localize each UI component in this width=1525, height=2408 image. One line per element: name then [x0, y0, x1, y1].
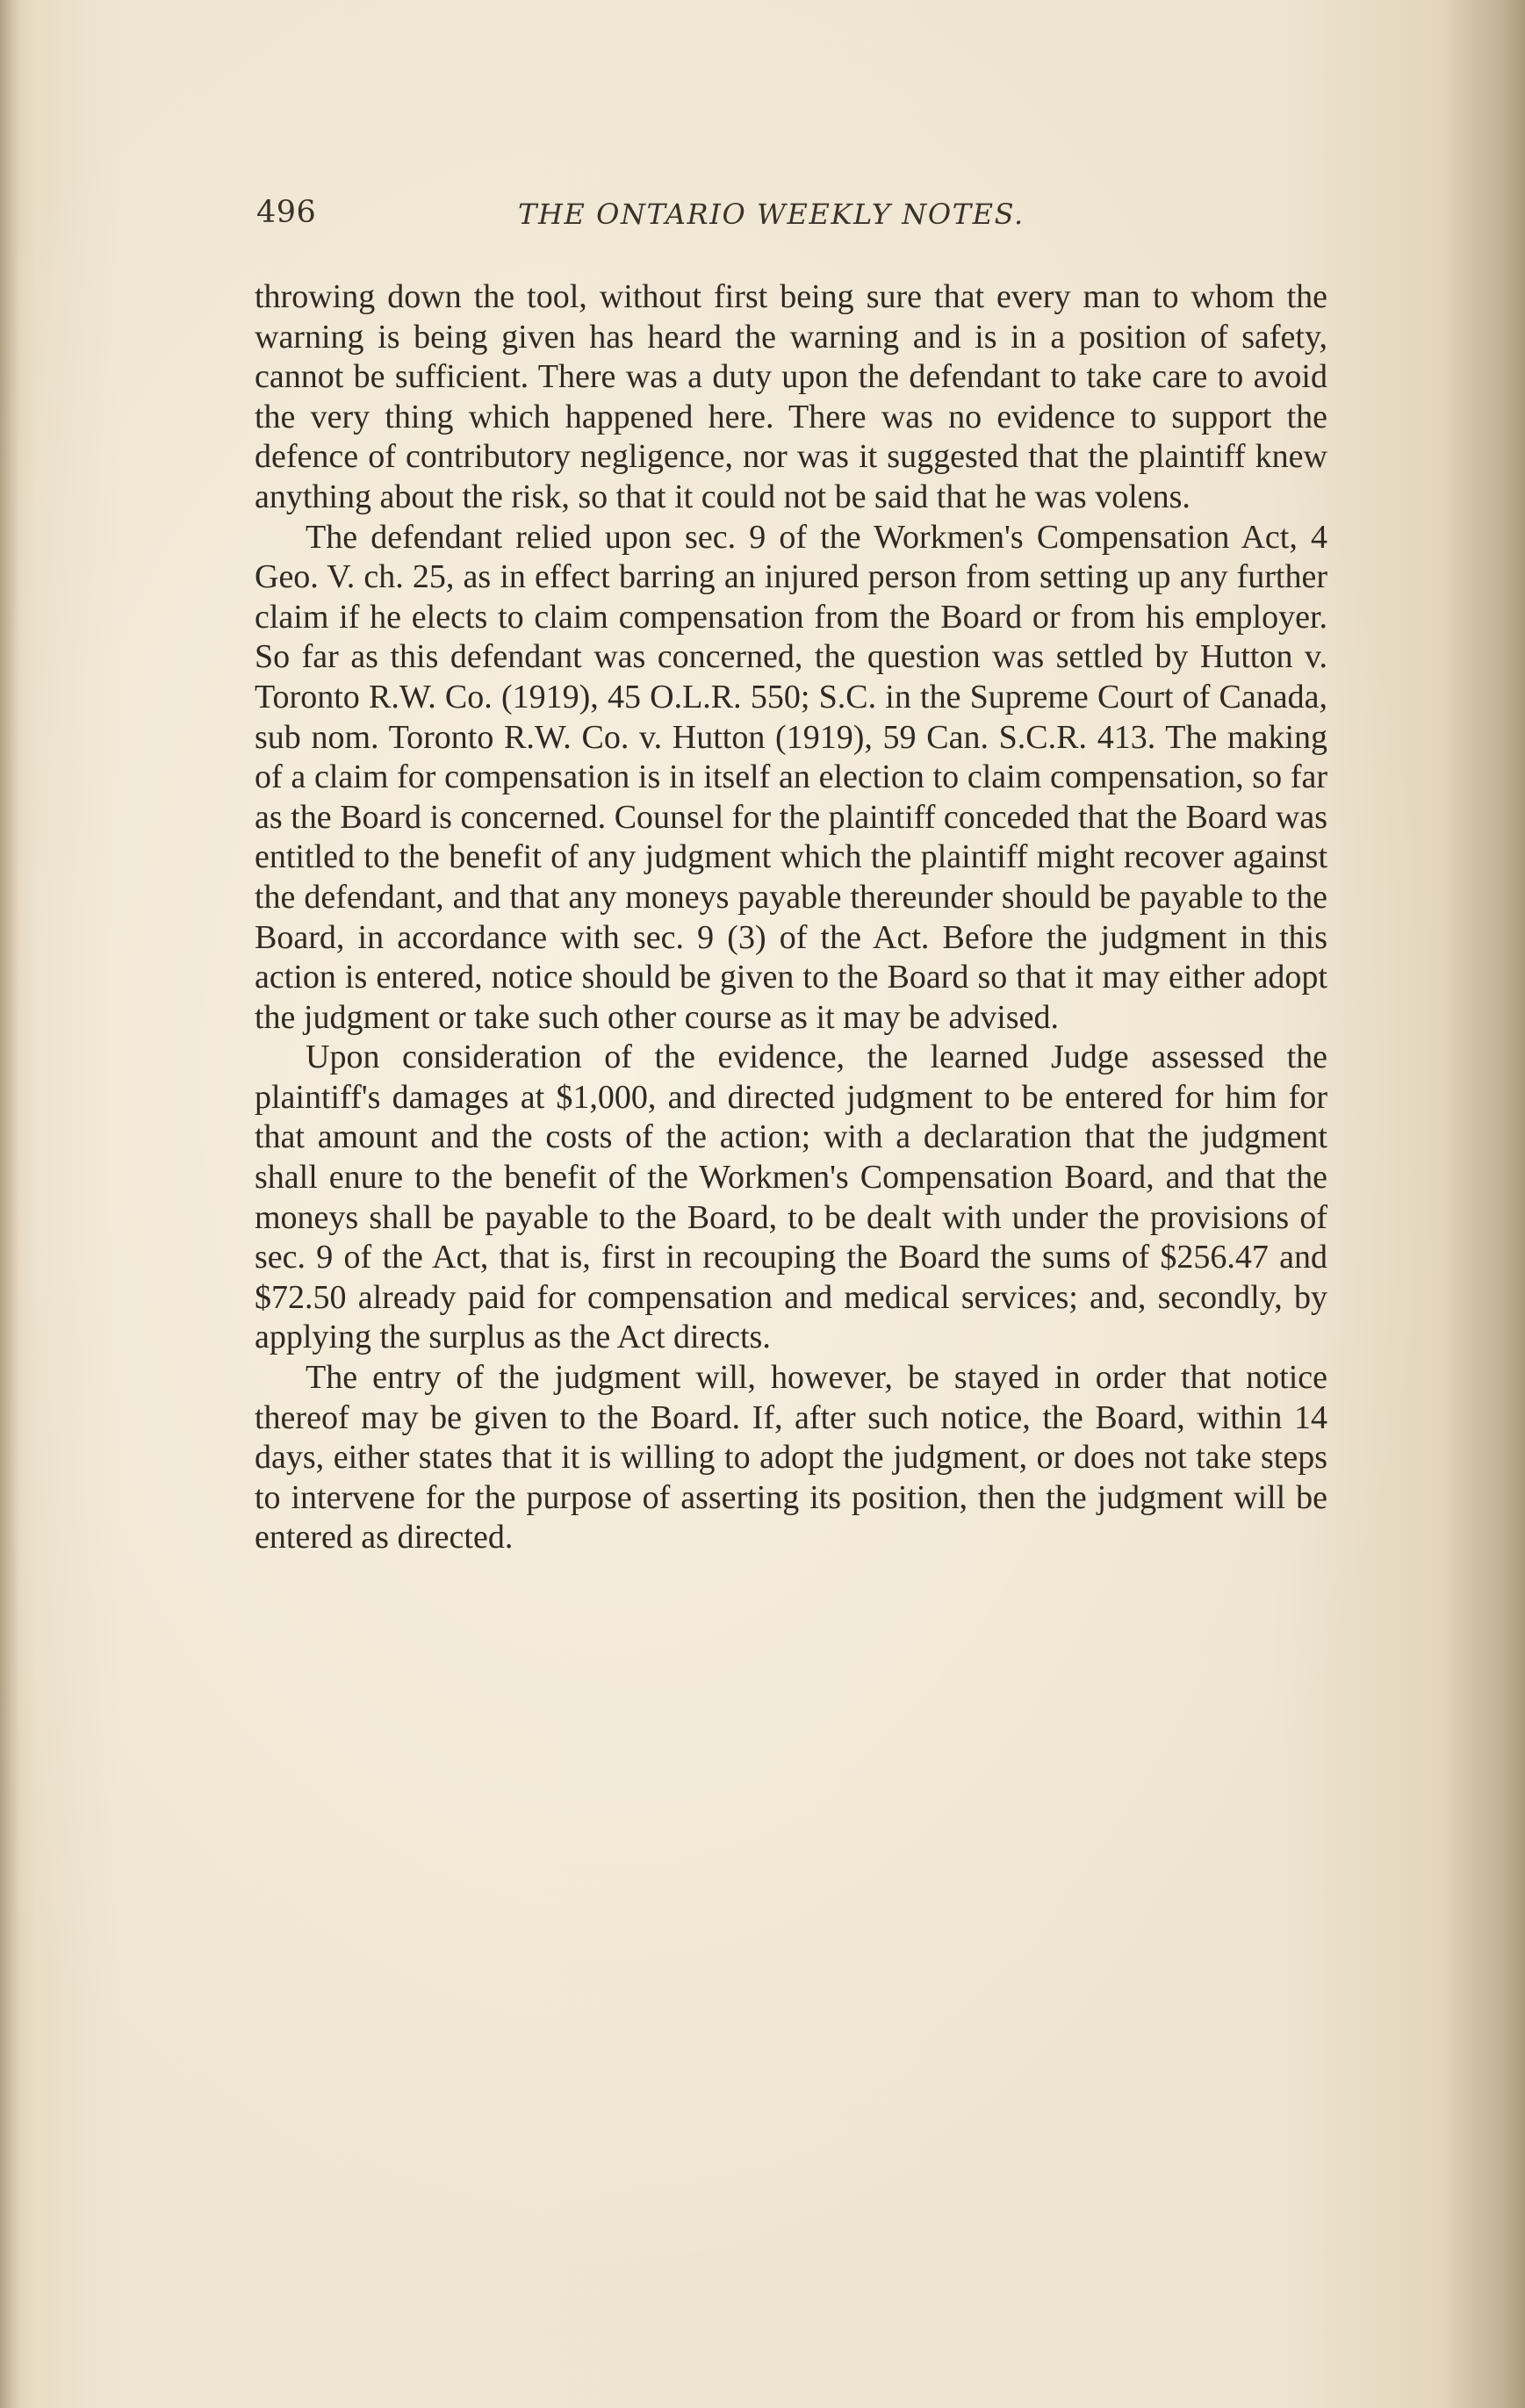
page-edge-shadow — [1446, 0, 1525, 2408]
body-text — [255, 277, 1327, 1558]
paragraph-compensation-act: The defendant relied upon sec. 9 of the Workmen's Compensation Act, 4 Geo. V. ch. 25, as in effect barring an injured person from setting up any further claim if he elects to claim compensation from the Board or from his employer. So far as this defendant was concerned, the question was settled by Hutton v. Toronto R.W. Co. (1919), 45 O.L.R. 550; S.C. in the Supreme Court of Canada, sub nom. Toronto R.W. Co. v. Hutton (1919), 59 Can. S.C.R. 413. The making of a claim for compensation is in itself an election to claim compensation, so far as the Board is concerned. Counsel for the plaintiff conceded that the Board was entitled to the benefit of any judgment which the plaintiff might recover against the defendant, and that any moneys payable thereunder should be payable to the Board, in accordance with sec. 9 (3) of the Act. Before the judgment in this action is entered, notice should be given to the Board so that it may either adopt the judgment or take such other course as it may be advised. — [255, 518, 1327, 1036]
paragraph-stay-of-entry: The entry of the judgment will, however, be stayed in order that notice thereof may be given to the Board. If, after such notice, the Board, within 14 days, either states that it is willing to adopt the judgment, or does not take steps to intervene for the purpose of asserting its position, then the judgment will be entered as directed. — [255, 1359, 1327, 1556]
paragraph-judgment: Upon consideration of the evidence, the learned Judge assessed the plaintiff's damages at $1,000, and directed judgment to be entered for him for that amount and the costs of the action; with a declaration that the judgment shall enure to the benefit of the Workmen's Compensation Board, and that the moneys shall be payable to the Board, to be dealt with under the provisions of sec. 9 of the Act, that is, first in recouping the Board the sums of $256.47 and $72.50 already paid for compensation and medical services; and, secondly, by applying the surplus as the Act directs. — [255, 1039, 1327, 1356]
page-header — [256, 195, 1327, 239]
binding-shadow — [0, 0, 19, 2408]
running-title: THE ONTARIO WEEKLY NOTES. — [518, 198, 1025, 231]
paragraph-continuation: throwing down the tool, without first being sure that every man to whom the warning is being given has heard the warning and is in a position of safety, cannot be sufficient. There was a duty upon the defendant to take care to avoid the very thing which happened here. There was no evidence to support the defence of contributory negligence, nor was it suggested that the plaintiff knew anything about the risk, so that it could not be said that he was volens. — [255, 278, 1327, 515]
page-number: 496 — [256, 195, 317, 230]
